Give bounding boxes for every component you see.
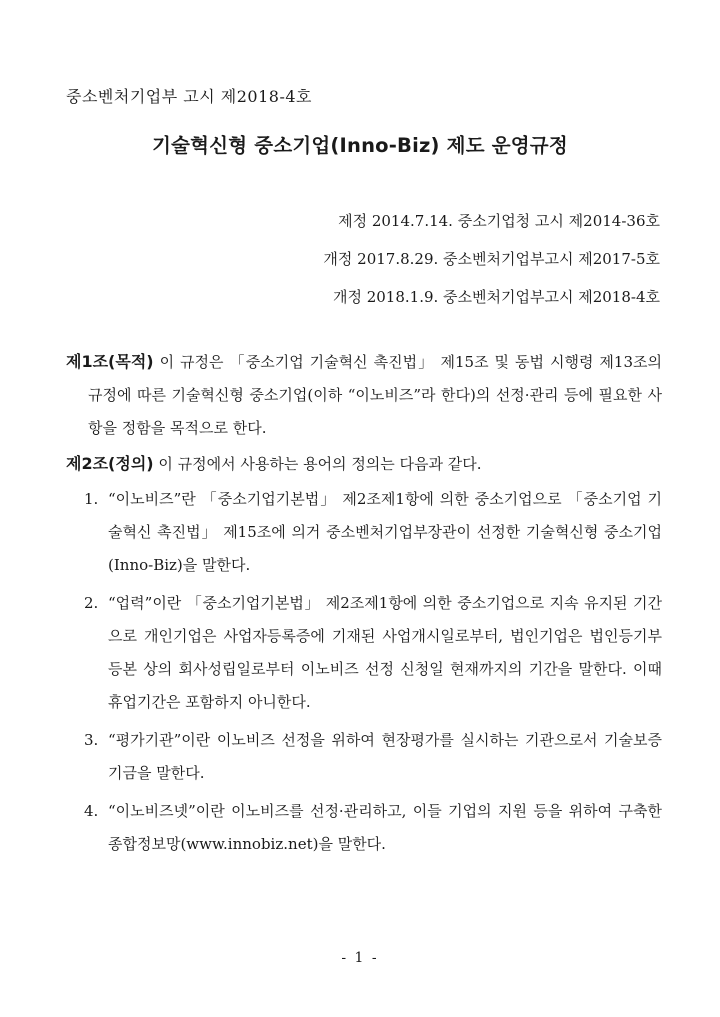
regulation-body (66, 345, 662, 866)
definition-item (66, 587, 662, 719)
history-amended-2017: 개정 2017.8.29. 중소벤처기업부고시 제2017-5호 (323, 250, 660, 268)
definition-list (66, 483, 662, 861)
article-1-text: 이 규정은 「중소기업 기술혁신 촉진법」 제15조 및 동법 시행령 제13조의 규정에 따른 기술혁신형 중소기업(이하 “이노비즈”라 한다)의 선정·관리 등에 필요한 사항을 정함을 목적으로 한다. (88, 353, 662, 437)
item-text: “이노비즈”란 「중소기업기본법」 제2조제1항에 의한 중소기업으로 「중소기업 기술혁신 촉진법」 제15조에 의거 중소벤처기업부장관이 선정한 기술혁신형 중소기업(Inno-Biz)을 말한다. (108, 490, 662, 574)
history-amended-2018: 개정 2018.1.9. 중소벤처기업부고시 제2018-4호 (332, 288, 660, 306)
item-number: 3. (84, 731, 99, 749)
document-title: 기술혁신형 중소기업(Inno-Biz) 제도 운영규정 (152, 134, 568, 157)
item-text: “평가기관”이란 이노비즈 선정을 위하여 현장평가를 실시하는 기관으로서 기술보증기금을 말한다. (108, 731, 662, 782)
article-1 (66, 345, 662, 445)
item-number: 1. (84, 490, 99, 508)
item-number: 2. (84, 594, 99, 612)
revision-history (323, 202, 660, 316)
article-2 (66, 447, 662, 481)
article-1-heading: 제1조(목적) (66, 352, 154, 371)
article-2-heading: 제2조(정의) (66, 454, 154, 473)
item-text: “업력”이란 「중소기업기본법」 제2조제1항에 의한 중소기업으로 지속 유지된 기간으로 개인기업은 사업자등록증에 기재된 사업개시일로부터, 법인기업은 법인등기부등본 상의 회사성립일로부터 이노비즈 선정 신청일 현재까지의 기간을 말한다. 이때 휴업기간은 포함하지 아니한다. (108, 594, 662, 711)
definition-item (66, 795, 662, 861)
article-2-text: 이 규정에서 사용하는 용어의 정의는 다음과 같다. (153, 455, 482, 473)
history-enacted: 제정 2014.7.14. 중소기업청 고시 제2014-36호 (338, 212, 660, 230)
notice-number: 중소벤처기업부 고시 제2018-4호 (66, 87, 312, 106)
page-number: - 1 - (341, 950, 379, 966)
definition-item (66, 483, 662, 582)
definition-item (66, 724, 662, 790)
item-number: 4. (84, 802, 99, 820)
item-text: “이노비즈넷”이란 이노비즈를 선정·관리하고, 이들 기업의 지원 등을 위하여 구축한 종합정보망(www.innobiz.net)을 말한다. (108, 802, 662, 853)
